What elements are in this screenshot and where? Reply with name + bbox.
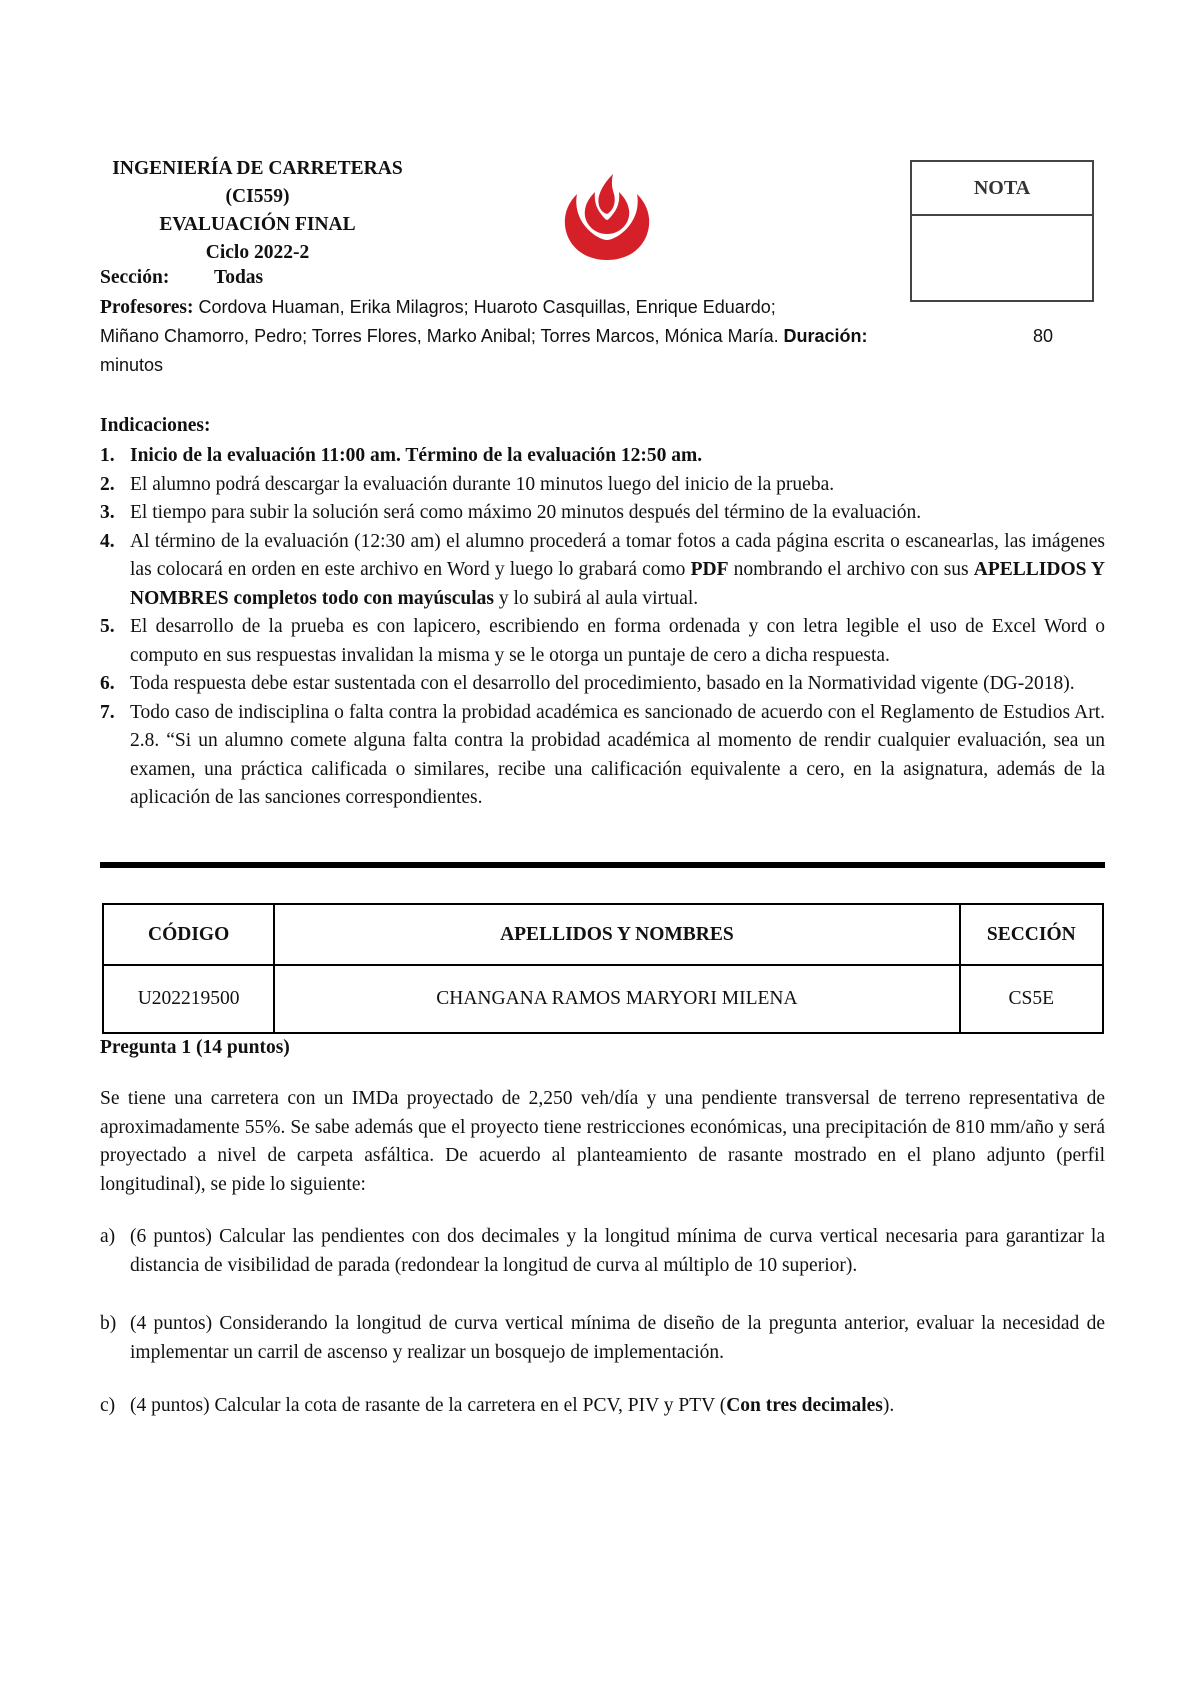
instruction-item: 4. Al término de la evaluación (12:30 am) el alumno procederá a tomar fotos a cada página escrita o escanearlas, las imágenes las colocará en orden en este archivo en Word y luego lo grabará como PDF nombrando el archivo con sus APELLIDOS Y NOMBRES completos todo con mayúsculas y lo subirá al aula virtual. — [100, 530, 1105, 609]
section-value: Todas — [214, 267, 264, 288]
duration-unit-row — [100, 351, 1105, 381]
exam-header — [100, 155, 415, 267]
instruction-item: 1. Inicio de la evaluación 11:00 am. Término de la evaluación 12:50 am. — [100, 445, 703, 466]
cycle-title: Ciclo 2022-2 — [205, 242, 310, 263]
question-item-a: a) (6 puntos) Calcular las pendientes con dos decimales y la longitud mínima de curva vertical necesaria para garantizar la distancia de visibilidad de parada (redondear la longitud de curva al múltiplo de 10 superior). — [100, 1226, 1105, 1276]
student-info-table — [102, 903, 1104, 1034]
header-section: SECCIÓN — [960, 904, 1103, 965]
professors-line-2: Miñano Chamorro, Pedro; Torres Flores, Marko Anibal; Torres Marcos, Mónica María. — [100, 326, 779, 346]
student-code: U202219500 — [103, 965, 274, 1033]
instructions-list — [100, 442, 1105, 813]
course-title: INGENIERÍA DE CARRETERAS (CI559) — [112, 158, 403, 207]
professors-row-2 — [100, 322, 1105, 352]
instructions-title: Indicaciones: — [100, 415, 211, 436]
question-item-c: c) (4 puntos) Calcular la cota de rasante de la carretera en el PCV, PIV y PTV (Con tres decimales). — [100, 1395, 895, 1416]
section-label: Sección: — [100, 267, 170, 288]
student-section: CS5E — [960, 965, 1103, 1033]
section-row — [100, 264, 1105, 293]
question-1-body: Se tiene una carretera con un IMDa proyectado de 2,250 veh/día y una pendiente transversal de terreno representativa de aproximadamente 55%. Se sabe además que el proyecto tiene restricciones económicas, una precipitación de 810 mm/año y será proyectado a nivel de carpeta asfáltica. De acuerdo al planteamiento de rasante mostrado en el plano adjunto (perfil longitudinal), se pide lo siguiente: — [100, 1088, 1105, 1195]
upc-flame-logo-icon — [557, 172, 657, 262]
table-row — [103, 965, 1103, 1033]
instruction-item: 7. Todo caso de indisciplina o falta contra la probidad académica es sancionado de acuerdo con el Reglamento de Estudios Art. 2.8. “Si un alumno comete alguna falta contra la probidad académica al momento de rendir cualquier evaluación, sea un examen, una práctica calificada o similares, recibe una calificación equivalente a cero, en la asignatura, además de la aplicación de las sanciones correspondientes. — [100, 701, 1105, 808]
professors-label: Profesores: — [100, 297, 194, 318]
professors-line-1: Cordova Huaman, Erika Milagros; Huaroto Casquillas, Enrique Eduardo; — [193, 297, 776, 317]
professors-row — [100, 293, 1105, 323]
instruction-item: 2. El alumno podrá descargar la evaluación durante 10 minutos luego del inicio de la prueba. — [100, 473, 835, 495]
horizontal-divider — [100, 862, 1105, 868]
header-code: CÓDIGO — [103, 904, 274, 965]
header-names: APELLIDOS Y NOMBRES — [274, 904, 959, 965]
exam-title: EVALUACIÓN FINAL — [159, 214, 356, 235]
duration-label: Duración: — [783, 326, 868, 346]
instruction-item: 5. El desarrollo de la prueba es con lapicero, escribiendo en forma ordenada y con letra legible el uso de Excel Word o computo en sus respuestas invalidan la misma y se le otorga un puntaje de cero a dicha respuesta. — [100, 616, 1105, 666]
duration-unit: minutos — [100, 355, 164, 375]
question-item-b: b) (4 puntos) Considerando la longitud de curva vertical mínima de diseño de la pregunta anterior, evaluar la necesidad de implementar un carril de ascenso y realizar un bosquejo de implementación. — [100, 1313, 1105, 1363]
student-name: CHANGANA RAMOS MARYORI MILENA — [274, 965, 959, 1033]
table-header-row — [103, 904, 1103, 965]
duration-value: 80 — [1033, 326, 1054, 346]
grade-label: NOTA — [912, 162, 1092, 216]
instruction-item: 3. El tiempo para subir la solución será como máximo 20 minutos después del término de la evaluación. — [100, 502, 922, 523]
question-1-title: Pregunta 1 (14 puntos) — [100, 1037, 290, 1058]
instruction-item: 6. Toda respuesta debe estar sustentada con el desarrollo del procedimiento, basado en la Normatividad vigente (DG-2018). — [100, 673, 1075, 694]
